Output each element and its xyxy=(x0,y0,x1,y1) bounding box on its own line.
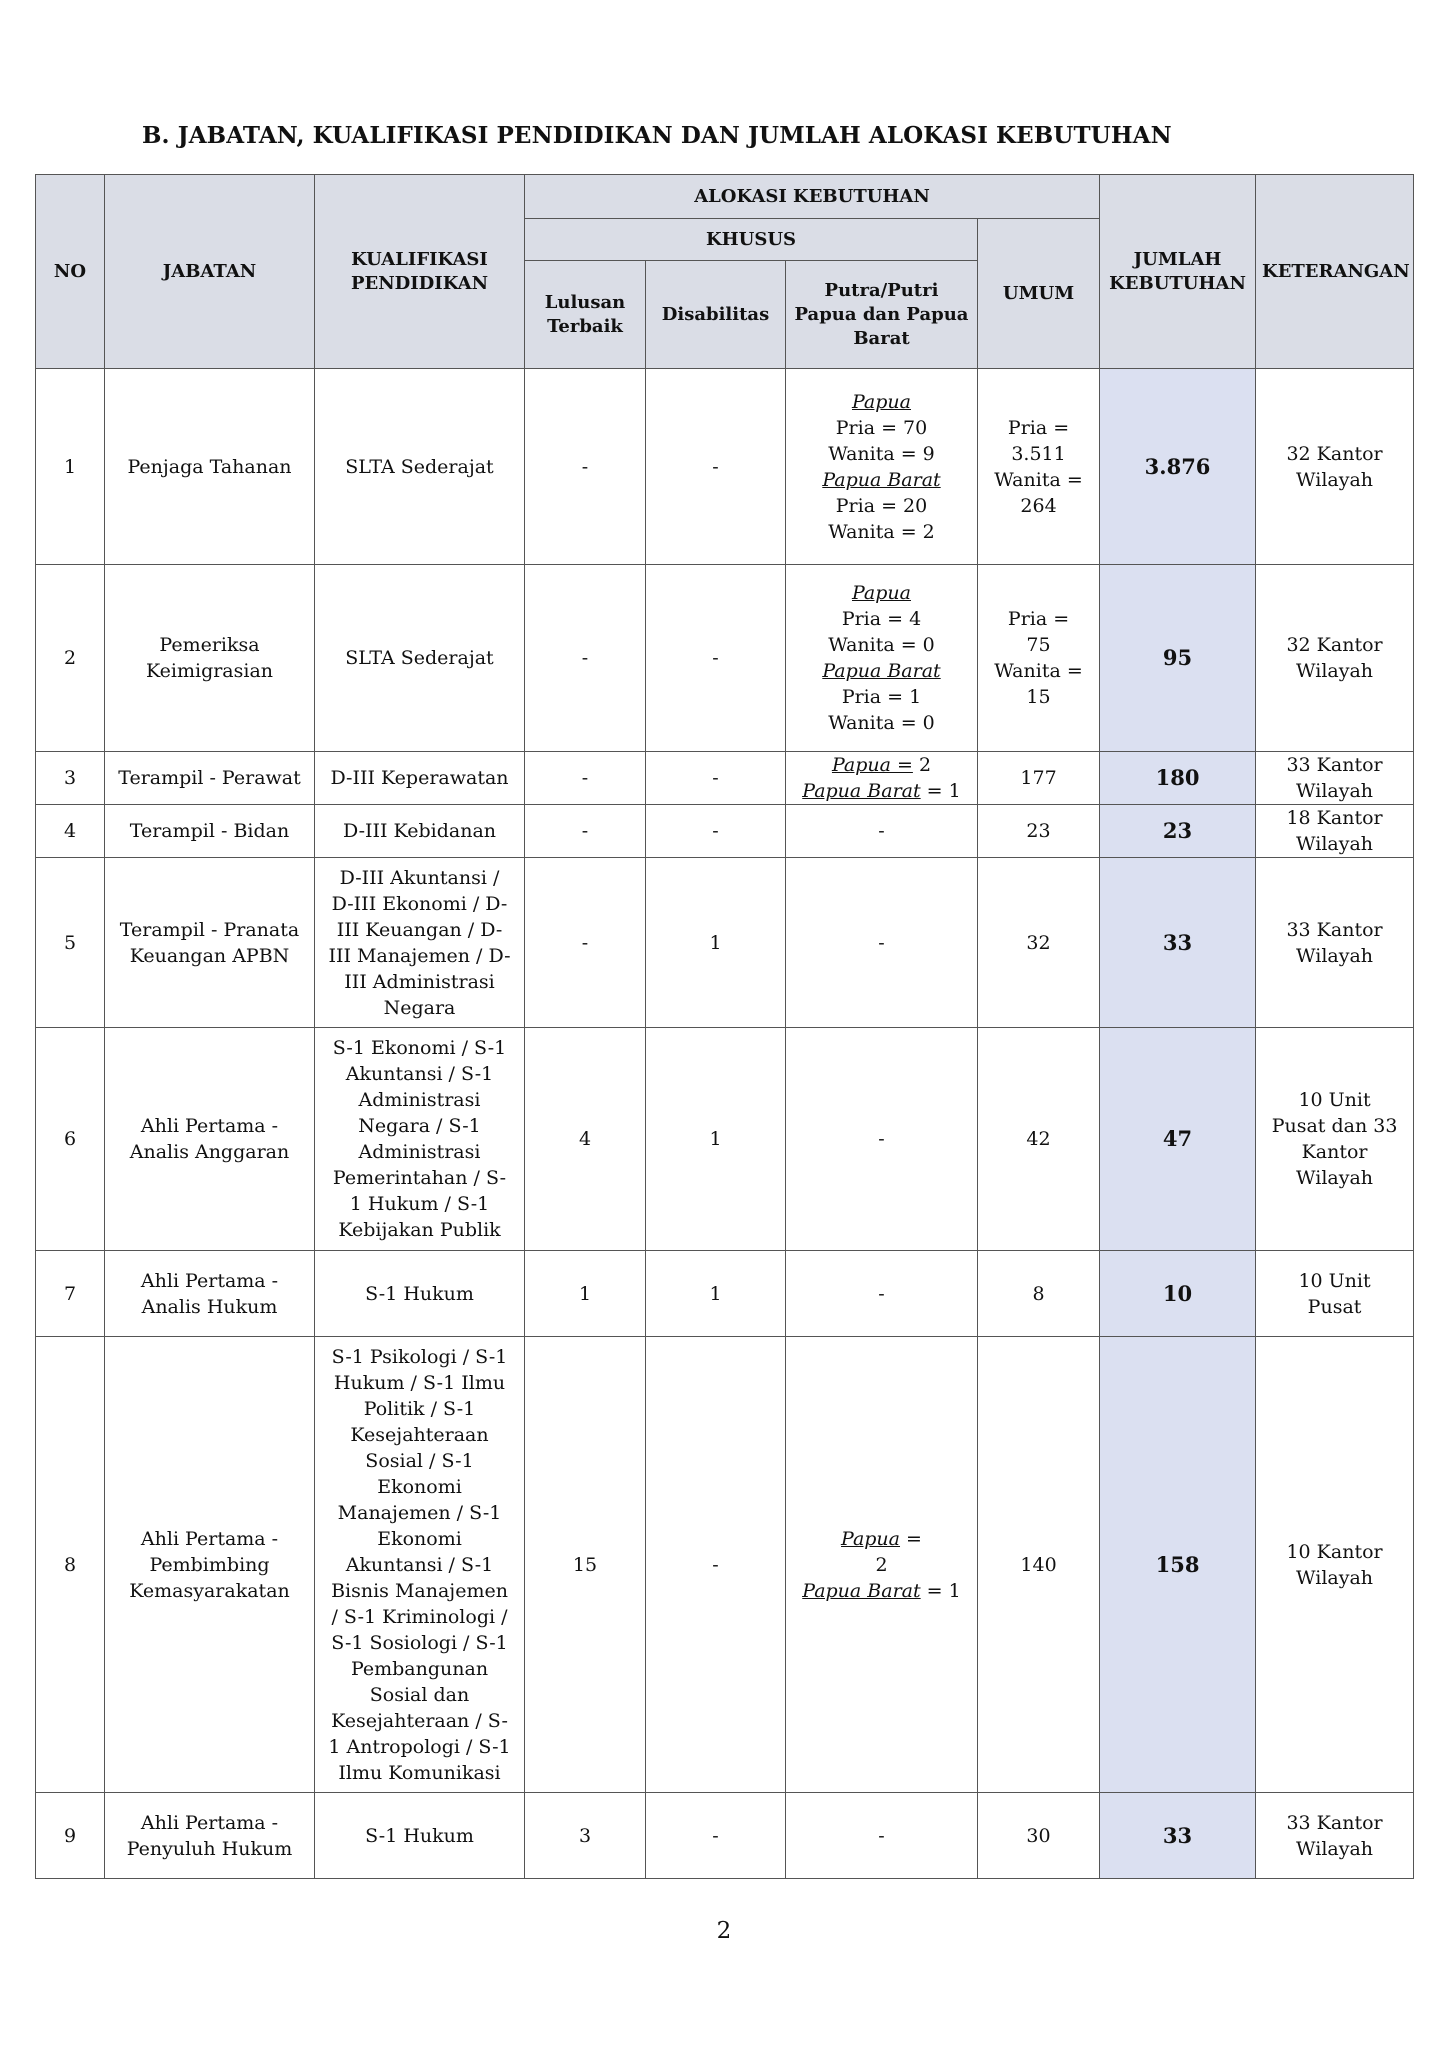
cell-jabatan xyxy=(105,1028,315,1251)
cell-keterangan xyxy=(1256,1251,1414,1337)
papua-value: 2 xyxy=(875,1553,888,1576)
umum-line: 3.511 xyxy=(1011,442,1066,465)
kualifikasi-line: S-1 Hukum xyxy=(365,1282,474,1305)
papua-value: 2 xyxy=(912,754,932,776)
umum-line: 42 xyxy=(1026,1128,1051,1150)
umum-line: 140 xyxy=(1020,1553,1057,1576)
keterangan-line: 10 Kantor xyxy=(1286,1540,1383,1563)
papua-value: - xyxy=(878,820,885,842)
papua-line xyxy=(792,752,971,778)
cell-kualifikasi xyxy=(315,1337,525,1793)
kualifikasi-line: SLTA Sederajat xyxy=(345,647,494,669)
umum-line: 8 xyxy=(1032,1282,1045,1305)
papua-value: Wanita = 2 xyxy=(828,520,935,543)
jabatan-line: Keuangan APBN xyxy=(129,944,290,967)
kualifikasi-line: Negara xyxy=(383,996,456,1019)
papua-line xyxy=(792,930,971,956)
kualifikasi-line: Ilmu Komunikasi xyxy=(338,1761,501,1784)
papua-line xyxy=(792,632,971,658)
papua-line xyxy=(792,1578,971,1604)
kualifikasi-line: S-1 Hukum xyxy=(365,1824,474,1847)
cell-kualifikasi xyxy=(315,1028,525,1251)
umum-line: Pria = xyxy=(1007,608,1070,630)
header-umum: UMUM xyxy=(978,219,1100,369)
papua-value: = xyxy=(900,1527,922,1550)
jabatan-line: Ahli Pertama - xyxy=(140,1527,279,1550)
cell-no: 6 xyxy=(36,1028,105,1251)
kualifikasi-line: D-III Ekonomi / D- xyxy=(331,892,508,915)
cell-jumlah: 3.876 xyxy=(1100,369,1256,565)
jabatan-line: Ahli Pertama - xyxy=(140,1811,279,1834)
kualifikasi-line: Politik / S-1 xyxy=(363,1397,476,1420)
cell-jumlah: 47 xyxy=(1100,1028,1256,1251)
umum-line: 32 xyxy=(1026,931,1051,954)
keterangan-line: 33 Kantor xyxy=(1286,918,1383,941)
papua-value: Pria = 70 xyxy=(835,416,928,439)
cell-kualifikasi xyxy=(315,565,525,752)
papua-value: Wanita = 9 xyxy=(828,442,935,465)
cell-no: 2 xyxy=(36,565,105,752)
cell-umum xyxy=(978,858,1100,1028)
jabatan-line: Terampil - Perawat xyxy=(118,767,301,789)
papua-line xyxy=(792,441,971,467)
papua-line xyxy=(792,1552,971,1578)
cell-disabilitas: 1 xyxy=(646,858,786,1028)
kualifikasi-line: III Manajemen / D- xyxy=(328,944,511,967)
papua-line xyxy=(792,389,971,415)
table-row xyxy=(36,1251,1414,1337)
keterangan-line: Wilayah xyxy=(1296,944,1374,967)
jabatan-line: Analis Anggaran xyxy=(129,1141,290,1163)
keterangan-line: 10 Unit xyxy=(1298,1089,1371,1111)
cell-keterangan xyxy=(1256,1028,1414,1251)
kualifikasi-line: S-1 Sosiologi / S-1 xyxy=(331,1631,508,1654)
keterangan-line: Pusat dan 33 xyxy=(1271,1115,1398,1137)
cell-jabatan xyxy=(105,752,315,805)
keterangan-line: Wilayah xyxy=(1296,660,1374,682)
papua-line xyxy=(792,710,971,736)
keterangan-line: 10 Unit xyxy=(1298,1269,1371,1292)
keterangan-line: 18 Kantor xyxy=(1286,807,1383,829)
cell-jabatan xyxy=(105,565,315,752)
papua-line xyxy=(792,818,971,844)
papua-region-label: Papua Barat xyxy=(822,468,941,491)
kualifikasi-line: Negara / S-1 xyxy=(358,1115,481,1137)
keterangan-line: Wilayah xyxy=(1296,1566,1374,1589)
jabatan-line: Pemeriksa xyxy=(159,634,260,656)
papua-line xyxy=(792,1281,971,1307)
cell-no: 3 xyxy=(36,752,105,805)
cell-keterangan xyxy=(1256,369,1414,565)
header-no: NO xyxy=(36,175,105,369)
jabatan-line: Penyuluh Hukum xyxy=(126,1837,293,1860)
cell-keterangan xyxy=(1256,1793,1414,1879)
papua-line xyxy=(792,684,971,710)
umum-line: 264 xyxy=(1020,494,1057,517)
papua-value: - xyxy=(878,931,885,954)
kualifikasi-line: Pemerintahan / S- xyxy=(332,1167,507,1189)
umum-line: Wanita = xyxy=(994,468,1083,491)
papua-region-label: Papua Barat xyxy=(802,1579,921,1602)
header-alokasi: ALOKASI KEBUTUHAN xyxy=(525,175,1100,219)
table-row xyxy=(36,1028,1414,1251)
kualifikasi-line: Manajemen / S-1 xyxy=(337,1501,502,1524)
papua-line xyxy=(792,415,971,441)
kualifikasi-line: Akuntansi / S-1 xyxy=(345,1063,494,1085)
table-row xyxy=(36,1793,1414,1879)
kualifikasi-line: Kebijakan Publik xyxy=(338,1219,501,1241)
cell-lulusan: 4 xyxy=(525,1028,646,1251)
jabatan-line: Penjaga Tahanan xyxy=(127,455,292,478)
cell-kualifikasi xyxy=(315,858,525,1028)
cell-lulusan: 15 xyxy=(525,1337,646,1793)
table-row xyxy=(36,565,1414,752)
cell-papua xyxy=(786,752,978,805)
jabatan-line: Pembimbing xyxy=(149,1553,270,1576)
papua-region-label: Papua Barat xyxy=(802,780,921,802)
cell-umum xyxy=(978,1793,1100,1879)
cell-jumlah: 180 xyxy=(1100,752,1256,805)
papua-value: Pria = 4 xyxy=(841,608,922,630)
kualifikasi-line: III Keuangan / D- xyxy=(336,918,503,941)
cell-jabatan xyxy=(105,805,315,858)
papua-region-label: Papua Barat xyxy=(822,660,941,682)
cell-keterangan xyxy=(1256,752,1414,805)
kualifikasi-line: S-1 Psikologi / S-1 xyxy=(331,1345,508,1368)
cell-umum xyxy=(978,1028,1100,1251)
keterangan-line: Wilayah xyxy=(1296,780,1374,802)
cell-umum xyxy=(978,752,1100,805)
cell-umum xyxy=(978,369,1100,565)
table-row xyxy=(36,752,1414,805)
kualifikasi-line: Sosial dan xyxy=(369,1683,470,1706)
papua-value: Wanita = 0 xyxy=(828,712,935,734)
papua-value: = 1 xyxy=(920,1579,961,1602)
keterangan-line: Wilayah xyxy=(1296,833,1374,855)
cell-lulusan: - xyxy=(525,565,646,752)
cell-keterangan xyxy=(1256,858,1414,1028)
allocation-table xyxy=(35,174,1414,1879)
cell-papua xyxy=(786,1028,978,1251)
papua-line xyxy=(792,467,971,493)
papua-line xyxy=(792,1526,971,1552)
jabatan-line: Kemasyarakatan xyxy=(129,1579,290,1602)
table-row xyxy=(36,805,1414,858)
kualifikasi-line: Bisnis Manajemen xyxy=(331,1579,508,1602)
page-number: 2 xyxy=(716,1918,732,1944)
kualifikasi-line: D-III Akuntansi / xyxy=(339,866,500,889)
papua-line xyxy=(792,1823,971,1849)
kualifikasi-line: III Administrasi xyxy=(344,970,495,993)
papua-value: Pria = 20 xyxy=(835,494,928,517)
jabatan-line: Ahli Pertama - xyxy=(140,1115,279,1137)
cell-keterangan xyxy=(1256,1337,1414,1793)
cell-lulusan: - xyxy=(525,369,646,565)
table-row xyxy=(36,1337,1414,1793)
cell-jumlah: 23 xyxy=(1100,805,1256,858)
cell-disabilitas: - xyxy=(646,1337,786,1793)
papua-region-label: Papua xyxy=(841,1527,901,1550)
kualifikasi-line: Kesejahteraan / S- xyxy=(331,1709,508,1732)
papua-value: Wanita = 0 xyxy=(828,634,935,656)
umum-line: 23 xyxy=(1026,820,1051,842)
kualifikasi-line: Administrasi xyxy=(358,1141,481,1163)
cell-jumlah: 95 xyxy=(1100,565,1256,752)
jabatan-line: Analis Hukum xyxy=(141,1295,278,1318)
cell-jumlah: 10 xyxy=(1100,1251,1256,1337)
keterangan-line: Wilayah xyxy=(1296,1837,1374,1860)
papua-line xyxy=(792,493,971,519)
cell-jabatan xyxy=(105,858,315,1028)
keterangan-line: 33 Kantor xyxy=(1286,1811,1383,1834)
cell-jumlah: 158 xyxy=(1100,1337,1256,1793)
table-row xyxy=(36,858,1414,1028)
papua-value: - xyxy=(878,1824,885,1847)
papua-line xyxy=(792,519,971,545)
cell-lulusan: 3 xyxy=(525,1793,646,1879)
cell-disabilitas: - xyxy=(646,565,786,752)
cell-no: 9 xyxy=(36,1793,105,1879)
header-keterangan: KETERANGAN xyxy=(1256,175,1414,369)
cell-papua xyxy=(786,369,978,565)
papua-region-label: Papua = xyxy=(831,754,913,776)
cell-no: 4 xyxy=(36,805,105,858)
papua-line xyxy=(792,778,971,804)
cell-no: 1 xyxy=(36,369,105,565)
cell-no: 5 xyxy=(36,858,105,1028)
cell-papua xyxy=(786,805,978,858)
table-row xyxy=(36,369,1414,565)
umum-line: Pria = xyxy=(1007,416,1070,439)
cell-lulusan: - xyxy=(525,752,646,805)
jabatan-line: Keimigrasian xyxy=(145,660,274,682)
kualifikasi-line: Ekonomi xyxy=(377,1527,462,1550)
cell-disabilitas: - xyxy=(646,805,786,858)
kualifikasi-line: / S-1 Kriminologi / xyxy=(331,1605,508,1628)
cell-papua xyxy=(786,1337,978,1793)
cell-kualifikasi xyxy=(315,1251,525,1337)
papua-region-label: Papua xyxy=(852,582,911,604)
umum-line: 15 xyxy=(1026,686,1051,708)
cell-disabilitas: - xyxy=(646,752,786,805)
cell-disabilitas: - xyxy=(646,369,786,565)
cell-umum xyxy=(978,1337,1100,1793)
umum-line: Wanita = xyxy=(994,660,1083,682)
jabatan-line: Terampil - Pranata xyxy=(119,918,300,941)
cell-kualifikasi xyxy=(315,1793,525,1879)
keterangan-line: 33 Kantor xyxy=(1286,754,1383,776)
papua-line xyxy=(792,580,971,606)
papua-value: - xyxy=(878,1282,885,1305)
cell-umum xyxy=(978,565,1100,752)
header-khusus: KHUSUS xyxy=(525,219,978,261)
kualifikasi-line: 1 Hukum / S-1 xyxy=(349,1193,490,1215)
cell-papua xyxy=(786,565,978,752)
cell-lulusan: - xyxy=(525,805,646,858)
papua-line xyxy=(792,658,971,684)
kualifikasi-line: SLTA Sederajat xyxy=(345,455,494,478)
header-jabatan: JABATAN xyxy=(105,175,315,369)
cell-jabatan xyxy=(105,369,315,565)
keterangan-line: 32 Kantor xyxy=(1286,442,1383,465)
cell-jabatan xyxy=(105,1337,315,1793)
kualifikasi-line: Kesejahteraan xyxy=(350,1423,489,1446)
cell-umum xyxy=(978,805,1100,858)
papua-line xyxy=(792,606,971,632)
jabatan-line: Ahli Pertama - xyxy=(140,1269,279,1292)
cell-umum xyxy=(978,1251,1100,1337)
kualifikasi-line: Pembangunan xyxy=(350,1657,489,1680)
cell-lulusan: 1 xyxy=(525,1251,646,1337)
cell-jumlah: 33 xyxy=(1100,1793,1256,1879)
papua-line xyxy=(792,1126,971,1152)
cell-keterangan xyxy=(1256,805,1414,858)
papua-value: Pria = 1 xyxy=(841,686,922,708)
cell-papua xyxy=(786,858,978,1028)
section-title: B. JABATAN, KUALIFIKASI PENDIDIKAN DAN JUMLAH ALOKASI KEBUTUHAN xyxy=(142,122,1172,149)
kualifikasi-line: Administrasi xyxy=(358,1089,481,1111)
keterangan-line: Wilayah xyxy=(1296,468,1374,491)
keterangan-line: 32 Kantor xyxy=(1286,634,1383,656)
cell-kualifikasi xyxy=(315,752,525,805)
cell-disabilitas: 1 xyxy=(646,1028,786,1251)
kualifikasi-line: S-1 Ekonomi / S-1 xyxy=(332,1037,507,1059)
cell-kualifikasi xyxy=(315,805,525,858)
umum-line: 75 xyxy=(1026,634,1051,656)
cell-jabatan xyxy=(105,1251,315,1337)
header-disabilitas: Disabilitas xyxy=(646,261,786,369)
kualifikasi-line: Hukum / S-1 Ilmu xyxy=(333,1371,506,1394)
keterangan-line: Kantor xyxy=(1301,1141,1368,1163)
kualifikasi-line: D-III Kebidanan xyxy=(342,820,497,842)
cell-disabilitas: 1 xyxy=(646,1251,786,1337)
cell-jabatan xyxy=(105,1793,315,1879)
header-papua: Putra/Putri Papua dan Papua Barat xyxy=(786,261,978,369)
cell-papua xyxy=(786,1251,978,1337)
cell-keterangan xyxy=(1256,565,1414,752)
jabatan-line: Terampil - Bidan xyxy=(129,820,290,842)
papua-region-label: Papua xyxy=(852,390,911,413)
cell-kualifikasi xyxy=(315,369,525,565)
kualifikasi-line: D-III Keperawatan xyxy=(330,767,509,789)
kualifikasi-line: Sosial / S-1 xyxy=(365,1449,474,1472)
cell-papua xyxy=(786,1793,978,1879)
keterangan-line: Wilayah xyxy=(1296,1167,1374,1189)
umum-line: 177 xyxy=(1020,767,1057,789)
kualifikasi-line: Akuntansi / S-1 xyxy=(345,1553,494,1576)
cell-no: 7 xyxy=(36,1251,105,1337)
cell-no: 8 xyxy=(36,1337,105,1793)
header-jumlah: JUMLAH KEBUTUHAN xyxy=(1100,175,1256,369)
kualifikasi-line: Ekonomi xyxy=(377,1475,462,1498)
papua-value: = 1 xyxy=(920,780,961,802)
header-kualifikasi: KUALIFIKASI PENDIDIKAN xyxy=(315,175,525,369)
keterangan-line: Pusat xyxy=(1307,1295,1362,1318)
umum-line: 30 xyxy=(1026,1824,1051,1847)
cell-disabilitas: - xyxy=(646,1793,786,1879)
papua-value: - xyxy=(878,1128,885,1150)
cell-jumlah: 33 xyxy=(1100,858,1256,1028)
kualifikasi-line: 1 Antropologi / S-1 xyxy=(328,1735,511,1758)
cell-lulusan: - xyxy=(525,858,646,1028)
header-lulusan: Lulusan Terbaik xyxy=(525,261,646,369)
